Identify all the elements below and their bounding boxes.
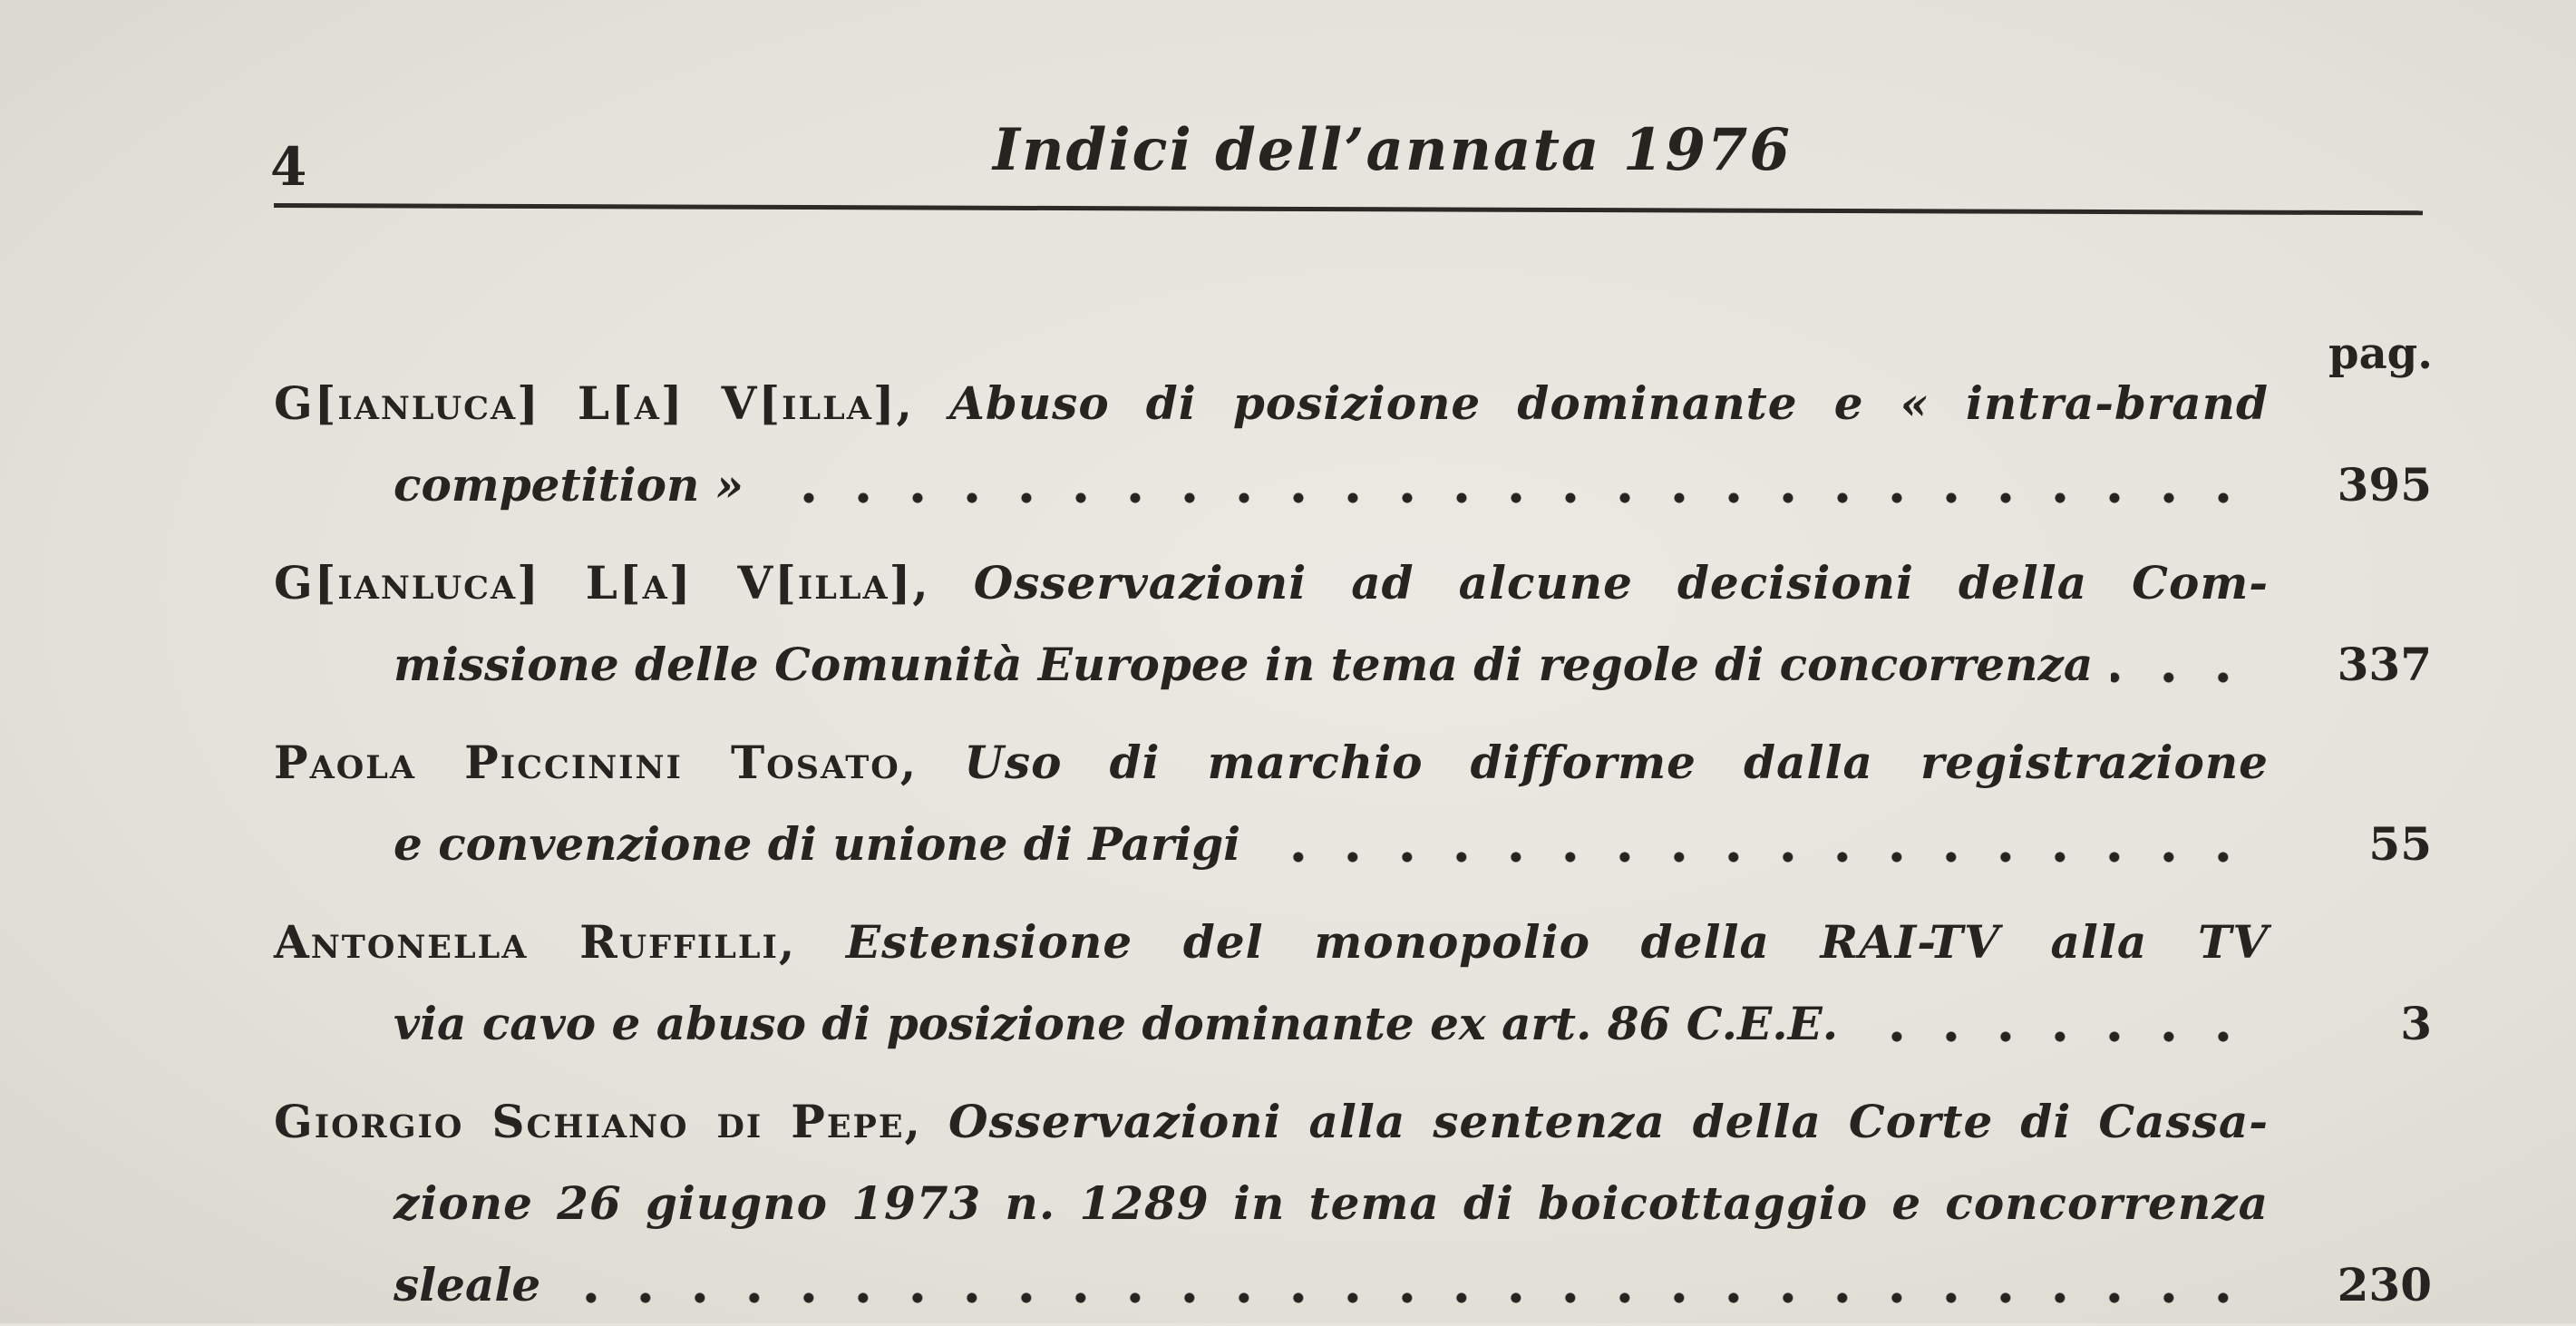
entry-first-line [274,722,2269,804]
entry-page-number: 55 [2368,817,2432,871]
entry-author: Giorgio Schiano di Pepe, [274,1095,922,1148]
entry-page-number: 395 [2337,458,2432,512]
entry-first-line [274,902,2269,983]
entry-first-line [274,363,2269,444]
running-title: Indici dell’annata 1976 [993,116,1792,184]
entry-author: G[ianluca] L[a] V[illa], [274,556,930,609]
entry-title-line: Osservazioni alla sentenza della Corte di Cassa- [948,1095,2269,1148]
pag-column-label: pag. [2328,328,2433,379]
index-entry [274,542,2432,706]
index-entries [274,363,2432,1326]
entry-title-line: Estensione del monopolio della RAI-TV alla TV [845,915,2269,969]
entry-page-number: 337 [2337,638,2432,691]
dot-leader [559,1292,2250,1303]
entry-last-line [274,1244,2269,1326]
entry-page-number: 230 [2337,1258,2432,1311]
index-entry [274,1081,2432,1326]
entry-last-line [274,624,2269,706]
entry-author: G[ianluca] L[a] V[illa], [274,376,914,430]
entry-author: Paola Piccinini Tosato, [274,736,919,789]
dot-leader [2111,672,2250,683]
entry-last-line [274,983,2269,1065]
entry-title-line: e convenzione di unione di Parigi [394,817,1241,871]
dot-leader [1259,852,2250,863]
entry-title-line: Osservazioni ad alcune decisioni della Com- [973,556,2269,609]
entry-first-line [274,542,2269,624]
entry-author: Antonella Ruffilli, [274,915,797,969]
index-entry [274,902,2432,1065]
entry-title-line: zione 26 giugno 1973 n. 1289 in tema di boicottaggio e concorrenza [394,1176,2269,1230]
dot-leader [762,492,2250,503]
entry-first-line [274,1081,2269,1163]
entry-title-line: Uso di marchio difforme dalla registrazione [964,736,2269,789]
entry-title-line: missione delle Comunità Europee in tema di regole di concorrenza [394,638,2094,691]
entry-title-line: sleale [394,1258,541,1311]
entry-last-line [274,444,2269,526]
index-entry [274,722,2432,885]
entry-title-line: Abuso di posizione dominante e « intra-brand [949,376,2269,430]
entry-title-line: competition » [394,458,744,512]
header-rule [274,203,2423,215]
page-number: 4 [270,136,307,198]
entry-page-number: 3 [2400,997,2432,1050]
entry-title-line: via cavo e abuso di posizione dominante ex art. 86 C.E.E. [394,997,1839,1050]
index-entry [274,363,2432,526]
dot-leader [1856,1031,2250,1042]
entry-last-line [274,804,2269,885]
